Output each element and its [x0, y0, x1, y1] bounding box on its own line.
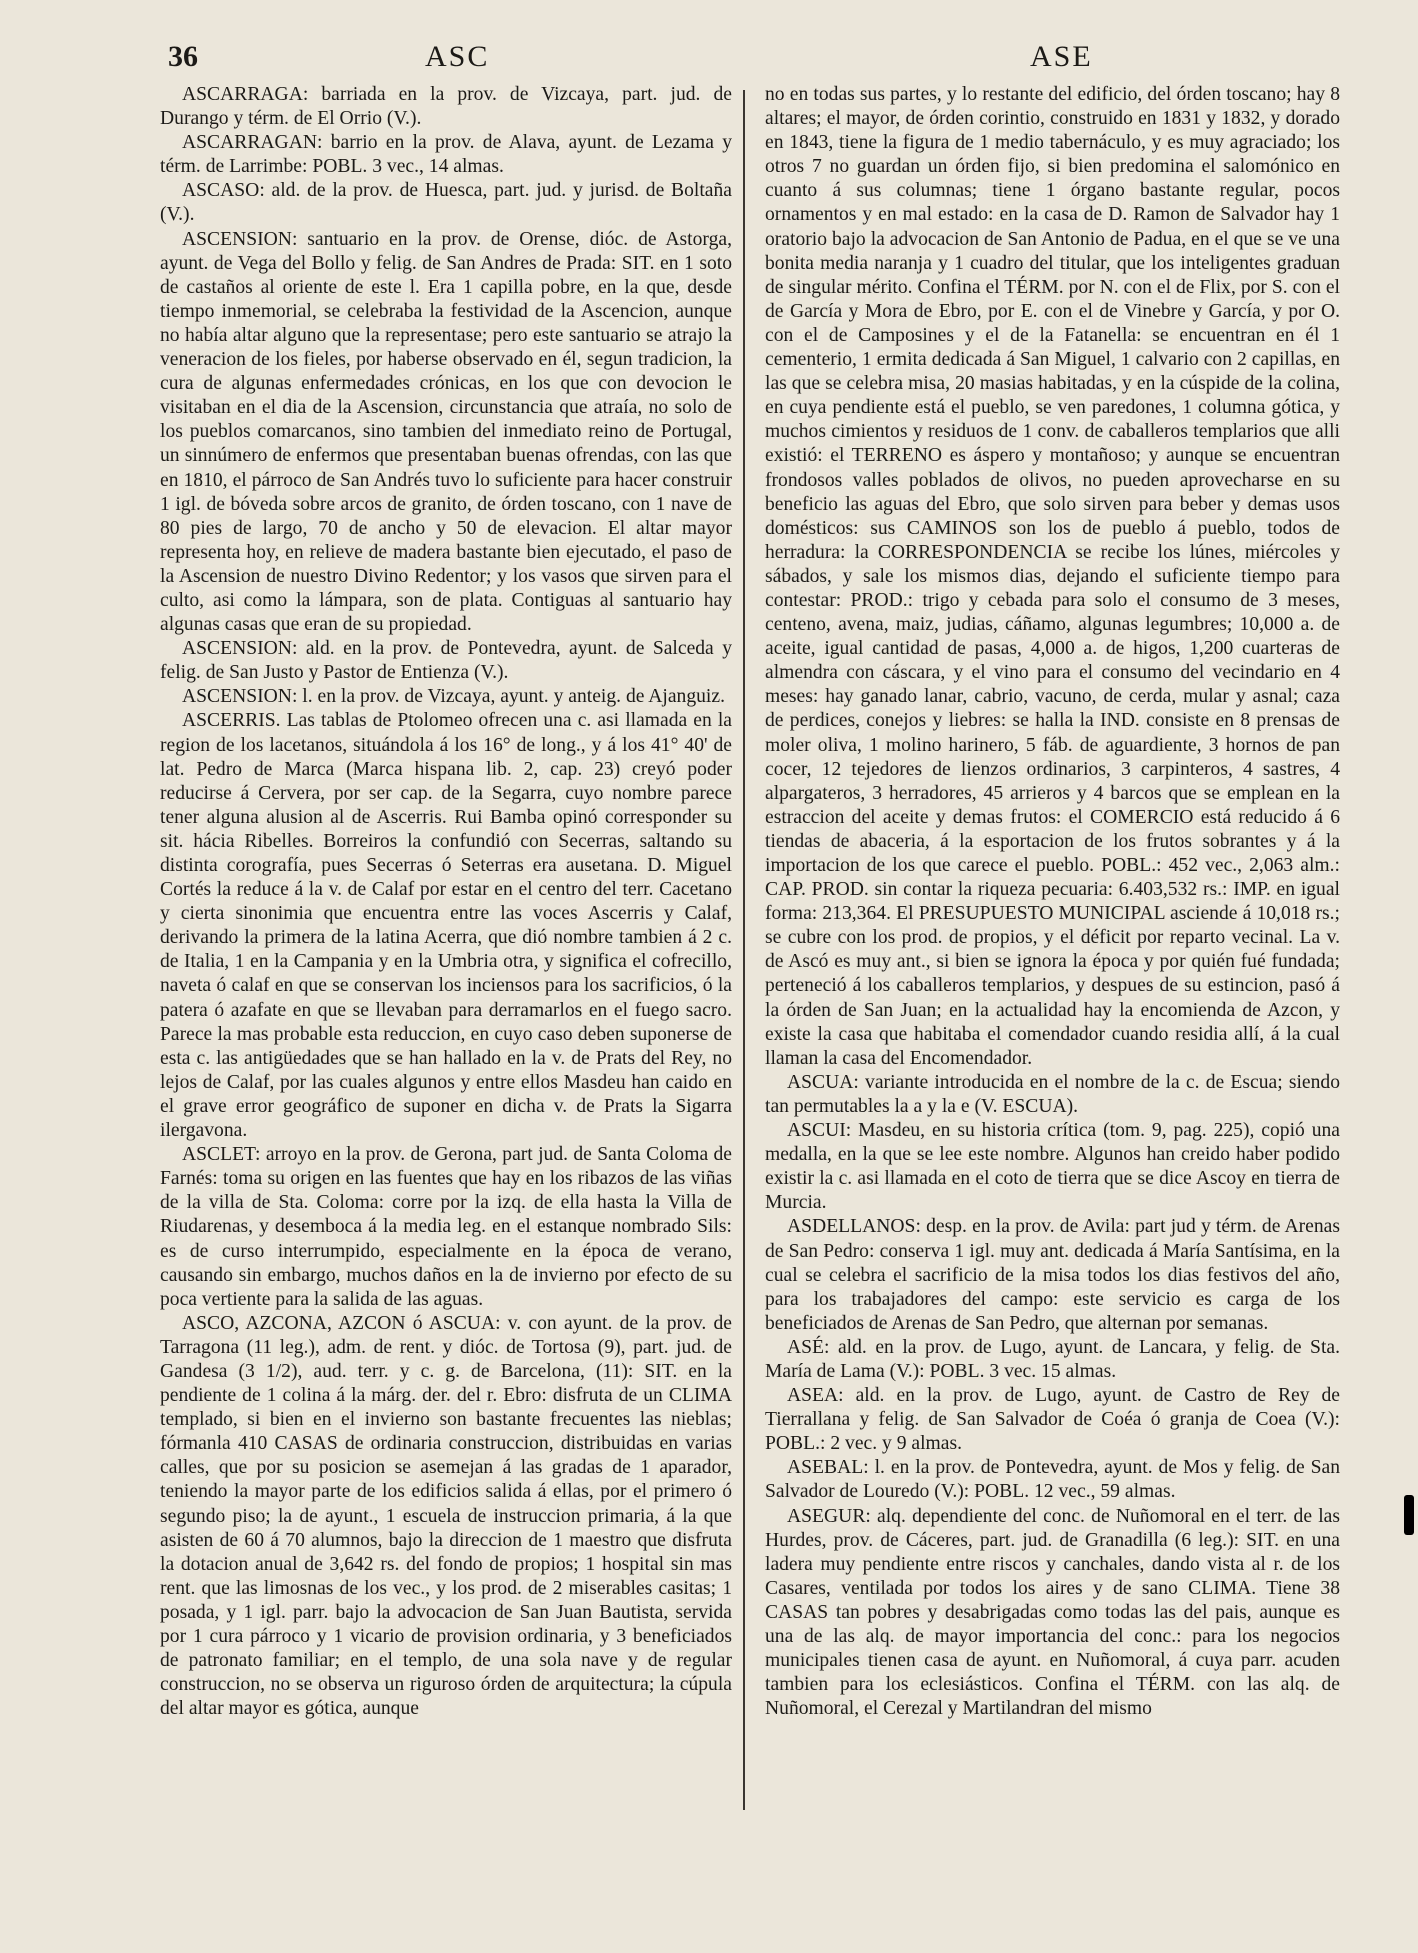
entry-asclet: ASCLET: arroyo en la prov. de Gerona, part jud. de Santa Coloma de Farnés: toma su origen en las fuentes que hay en los ribazos de las viñas de la villa de Sta. Coloma: corre por la izq. de ella hasta la Villa de Riudarenas, y desemboca á la media leg. en el estanque nombrado Sils: es de curso interrumpido, especialmente en la época de verano, causando sin embargo, muchos daños en la de invierno por efecto de su poca vertiente para la salida de las aguas.	[160, 1144, 732, 1310]
entry-asebal: ASEBAL: l. en la prov. de Pontevedra, ayunt. de Mos y felig. de San Salvador de Louredo (V.): POBL. 12 vec., 59 almas.	[765, 1457, 1340, 1503]
margin-smudge	[1404, 1495, 1414, 1535]
entry-ascension-orense: ASCENSION: santuario en la prov. de Orense, dióc. de Astorga, ayunt. de Vega del Bollo y felig. de San Andres de Prada: SIT. en 1 soto de castaños al oriente de este l. Era 1 capilla pobre, en la que, desde tiempo inmemorial, se celebraba la festividad de la Ascencion, aunque no había altar alguno que la representase; pero este santuario se atrajo la veneracion de los fieles, por haberse observado en él, segun tradicion, la cura de algunas enfermedades crónicas, en los que con devocion le visitaban en el dia de la Ascension, circunstancia que atraía, no solo de los pueblos comarcanos, sino tambien del inmediato reino de Portugal, un sinnúmero de enfermos que presentaban buenas ofrendas, con las que en 1810, el párroco de San Andrés tuvo lo suficiente para hacer construir 1 igl. de bóveda sobre arcos de granito, de órden toscano, con 1 nave de 80 pies de largo, 70 de ancho y 50 de elevacion. El altar mayor representa hoy, en relieve de madera bastante bien ejecutado, el paso de la Ascension de nuestro Divino Redentor; y los vasos que sirven para el culto, asi como la lámpara, son de plata. Contiguas al santuario hay algunas casas que eran de su propiedad.	[160, 228, 732, 636]
right-column	[765, 83, 1340, 1933]
entry-ascua: ASCUA: variante introducida en el nombre de la c. de Escua; siendo tan permutables la a y la e (V. ESCUA).	[765, 1071, 1340, 1117]
entry-asco: ASCO, AZCONA, AZCON ó ASCUA: v. con ayunt. de la prov. de Tarragona (11 leg.), adm. de rent. y dióc. de Tortosa (9), part. jud. de Gandesa (3 1/2), aud. terr. y c. g. de Barcelona, (11): SIT. en la pendiente de 1 colina á la márg. der. del r. Ebro: disfruta de un CLIMA templado, si bien en el invierno son bastante frecuentes las nieblas; fórmanla 410 CASAS de ordinaria construccion, distribuidas en varias calles, que por su posicion se asemejan á las gradas de 1 aparador, teniendo la mayor parte de los edificios salida á ellas, por el primero ó segundo piso; la de ayunt., 1 escuela de instruccion primaria, á la que asisten de 60 á 70 alumnos, bajo la direccion de 1 maestro que disfruta la dotacion anual de 3,642 rs. del fondo de propios; 1 hospital sin mas rent. que las limosnas de los vec., y los prod. de 2 miserables casitas; 1 posada, y 1 igl. parr. bajo la advocacion de San Juan Bautista, servida por 1 cura párroco y 1 vicario de provision ordinaria, y 3 beneficiados de patronato familiar; en el templo, de una sola nave y de regular construccion, no se observa un riguroso órden de arquitectura; la cúpula del altar mayor es gótica, aunque	[160, 1312, 732, 1720]
entry-asco-continued: no en todas sus partes, y lo restante del edificio, del órden toscano; hay 8 altares; el mayor, de órden corintio, construido en 1831 y 1832, y dorado en 1843, tiene la figura de 1 medio tabernáculo, y es muy agraciado; los otros 7 no guardan un órden fijo, si bien predomina el salomónico en cuanto á sus columnas; tiene 1 órgano bastante regular, pocos ornamentos y en mal estado: en la casa de D. Ramon de Salvador hay 1 oratorio bajo la advocacion de San Antonio de Padua, en el que se ve una bonita media naranja y 1 cuadro del titular, que los inteligentes graduan de singular mérito. Confina el TÉRM. por N. con el de Flix, por S. con el de García y Mora de Ebro, por E. con el de Vinebre y García, y por O. con el de Camposines y el de la Fatanella: se encuentran en él 1 cementerio, 1 ermita dedicada á San Miguel, 1 calvario con 2 capillas, en las que se celebra misa, 20 masias habitadas, y en la cúspide de la colina, en cuya pendiente está el pueblo, se ven paredones, 1 columna gótica, y muchos cimientos y residuos de 1 conv. de caballeros templarios que alli existió: el TERRENO es áspero y montañoso; y aunque se encuentran frondosos valles poblados de olivos, no pueden aprovecharse en su beneficio las aguas del Ebro, que solo sirven para beber y demas usos domésticos: sus CAMINOS son los de pueblo á pueblo, todos de herradura: la CORRESPONDENCIA se recibe los lúnes, miércoles y sábados, y sale los mismos dias, dejando el suficiente tiempo para contestar: PROD.: trigo y cebada para solo el consumo de 3 meses, centeno, avena, maiz, judias, cáñamo, algunas legumbres; 10,000 a. de aceite, igual cantidad de pasas, 4,000 a. de higos, 1,200 cuarteras de almendra con cáscara, y el vino para el consumo del vecindario en 4 meses: hay ganado lanar, cabrio, vacuno, de cerda, mular y asnal; caza de perdices, conejos y liebres: se halla la IND. consiste en 8 prensas de moler oliva, 1 molino harinero, 5 fáb. de aguardiente, 3 hornos de pan cocer, 12 tejedores de lienzos ordinarios, 3 carpinteros, 4 sastres, 4 alpargateros, 3 herradores, 45 arrieros y 4 barcos que se emplean en la estraccion del aceite y demas frutos: el COMERCIO está reducido á 6 tiendas de abaceria, á la esportacion de los frutos sobrantes y á la importacion de los que carece el pueblo. POBL.: 452 vec., 2,063 alm.: CAP. PROD. sin contar la riqueza pecuaria: 6.403,532 rs.: IMP. en igual forma: 213,364. El PRESUPUESTO MUNICIPAL asciende á 10,018 rs.; se cubre con los prod. de propios, y el déficit por reparto vecinal. La v. de Ascó es muy ant., si bien se ignora la época y por quién fué fundada; perteneció á los caballeros templarios, y despues de su estincion, pasó á la órden de San Juan; en la actualidad hay la encomienda de Azcon, y existe la casa que habitaba el comendador cuando residia allí, á la cual llaman la casa del Encomendador.	[765, 84, 1340, 1069]
entry-ascension-vizcaya: ASCENSION: l. en la prov. de Vizcaya, ayunt. y anteig. de Ajanguiz.	[182, 686, 725, 708]
column-rule	[743, 90, 745, 1810]
entry-asdellanos: ASDELLANOS: desp. en la prov. de Avila: part jud y térm. de Arenas de San Pedro: conserva 1 igl. muy ant. dedicada á María Santísima, en la cual se celebra el sacrificio de la misa todos los dias festivos del año, para los trabajadores del campo: este servicio es carga de los beneficiados de Arenas de San Pedro, que alternan por semanas.	[765, 1216, 1340, 1334]
entry-asegur: ASEGUR: alq. dependiente del conc. de Nuñomoral en el terr. de las Hurdes, prov. de Cáceres, part. jud. de Granadilla (6 leg.): SIT. en una ladera muy pendiente entre riscos y canchales, dando vista al r. de los Casares, ventilada por todos los aires y de sano CLIMA. Tiene 38 CASAS tan pobres y desabrigadas como todas las del pais, aunque es una de las alq. de mayor importancia del conc.: para los negocios municipales tienen casa de ayunt. en Nuñomoral, á cuya parr. acuden tambien para los eclesiásticos. Confina el TÉRM. con las alq. de Nuñomoral, el Cerezal y Martilandran del mismo	[765, 1505, 1340, 1720]
entry-ascaso: ASCASO: ald. de la prov. de Huesca, part. jud. y jurisd. de Boltaña (V.).	[160, 180, 732, 226]
entry-asea: ASEA: ald. en la prov. de Lugo, ayunt. de Castro de Rey de Tierrallana y felig. de San Salvador de Coéa ó granja de Coea (V.): POBL.: 2 vec. y 9 almas.	[765, 1385, 1340, 1455]
left-running-head: ASC	[425, 40, 490, 73]
entry-ascension-pontevedra: ASCENSION: ald. en la prov. de Pontevedra, ayunt. de Salceda y felig. de San Justo y Pastor de Entienza (V.).	[160, 638, 732, 684]
entry-ascarraga: ASCARRAGA: barriada en la prov. de Vizcaya, part. jud. de Durango y térm. de El Orrio (V.).	[160, 84, 732, 130]
entry-ase: ASÉ: ald. en la prov. de Lugo, ayunt. de Lancara, y felig. de Sta. María de Lama (V.): POBL. 3 vec. 15 almas.	[765, 1336, 1340, 1382]
entry-ascui: ASCUI: Masdeu, en su historia crítica (tom. 9, pag. 225), copió una medalla, en la que se lee este nombre. Algunos han creido haber podido existir la c. asi llamada en el coto de tierra que se dice Ascoy en tierra de Murcia.	[765, 1120, 1340, 1214]
right-running-head: ASE	[1030, 40, 1093, 73]
entry-ascerris: ASCERRIS. Las tablas de Ptolomeo ofrecen una c. asi llamada en la region de los lacetanos, situándola á los 16° de long., y á los 41° 40' de lat. Pedro de Marca (Marca hispana lib. 2, cap. 23) creyó poder reducirse á Cervera, por ser cap. de la Segarra, cuyo nombre parece tener alguna alusion al de Ascerris. Rui Bamba opinó corresponder su sit. hácia Ribelles. Borreiros la confundió con Secerras, saltando su distinta corografía, pues Secerras ó Seterras era ausetana. D. Miguel Cortés la reduce á la v. de Calaf por estar en el centro del terr. Cacetano y cierta sinonimia que encuentra entre las voces Ascerris y Calaf, derivando la primera de la latina Acerra, que dió nombre tambien á 2 c. de Italia, 1 en la Campania y en la Umbria otra, y significa el cofrecillo, naveta ó calaf en que se conservan los inciensos para los sacrificios, ó la patera ó azafate en que se llevaban para derramarlos en el fuego sacro. Parece la mas probable esta reduccion, en cuyo caso deben suponerse de esta c. las antigüedades que se han hallado en la v. de Prats del Rey, no lejos de Calaf, por las cuales algunos y entre ellos Masdeu han caido en el grave error geográfico de suponer en dicha v. de Prats la Sigarra ilergavona.	[160, 710, 732, 1142]
left-column	[160, 83, 732, 1933]
entry-ascarragan: ASCARRAGAN: barrio en la prov. de Alava, ayunt. de Lezama y térm. de Larrimbe: POBL. 3 vec., 14 almas.	[160, 132, 732, 178]
page-number: 36	[168, 40, 198, 73]
